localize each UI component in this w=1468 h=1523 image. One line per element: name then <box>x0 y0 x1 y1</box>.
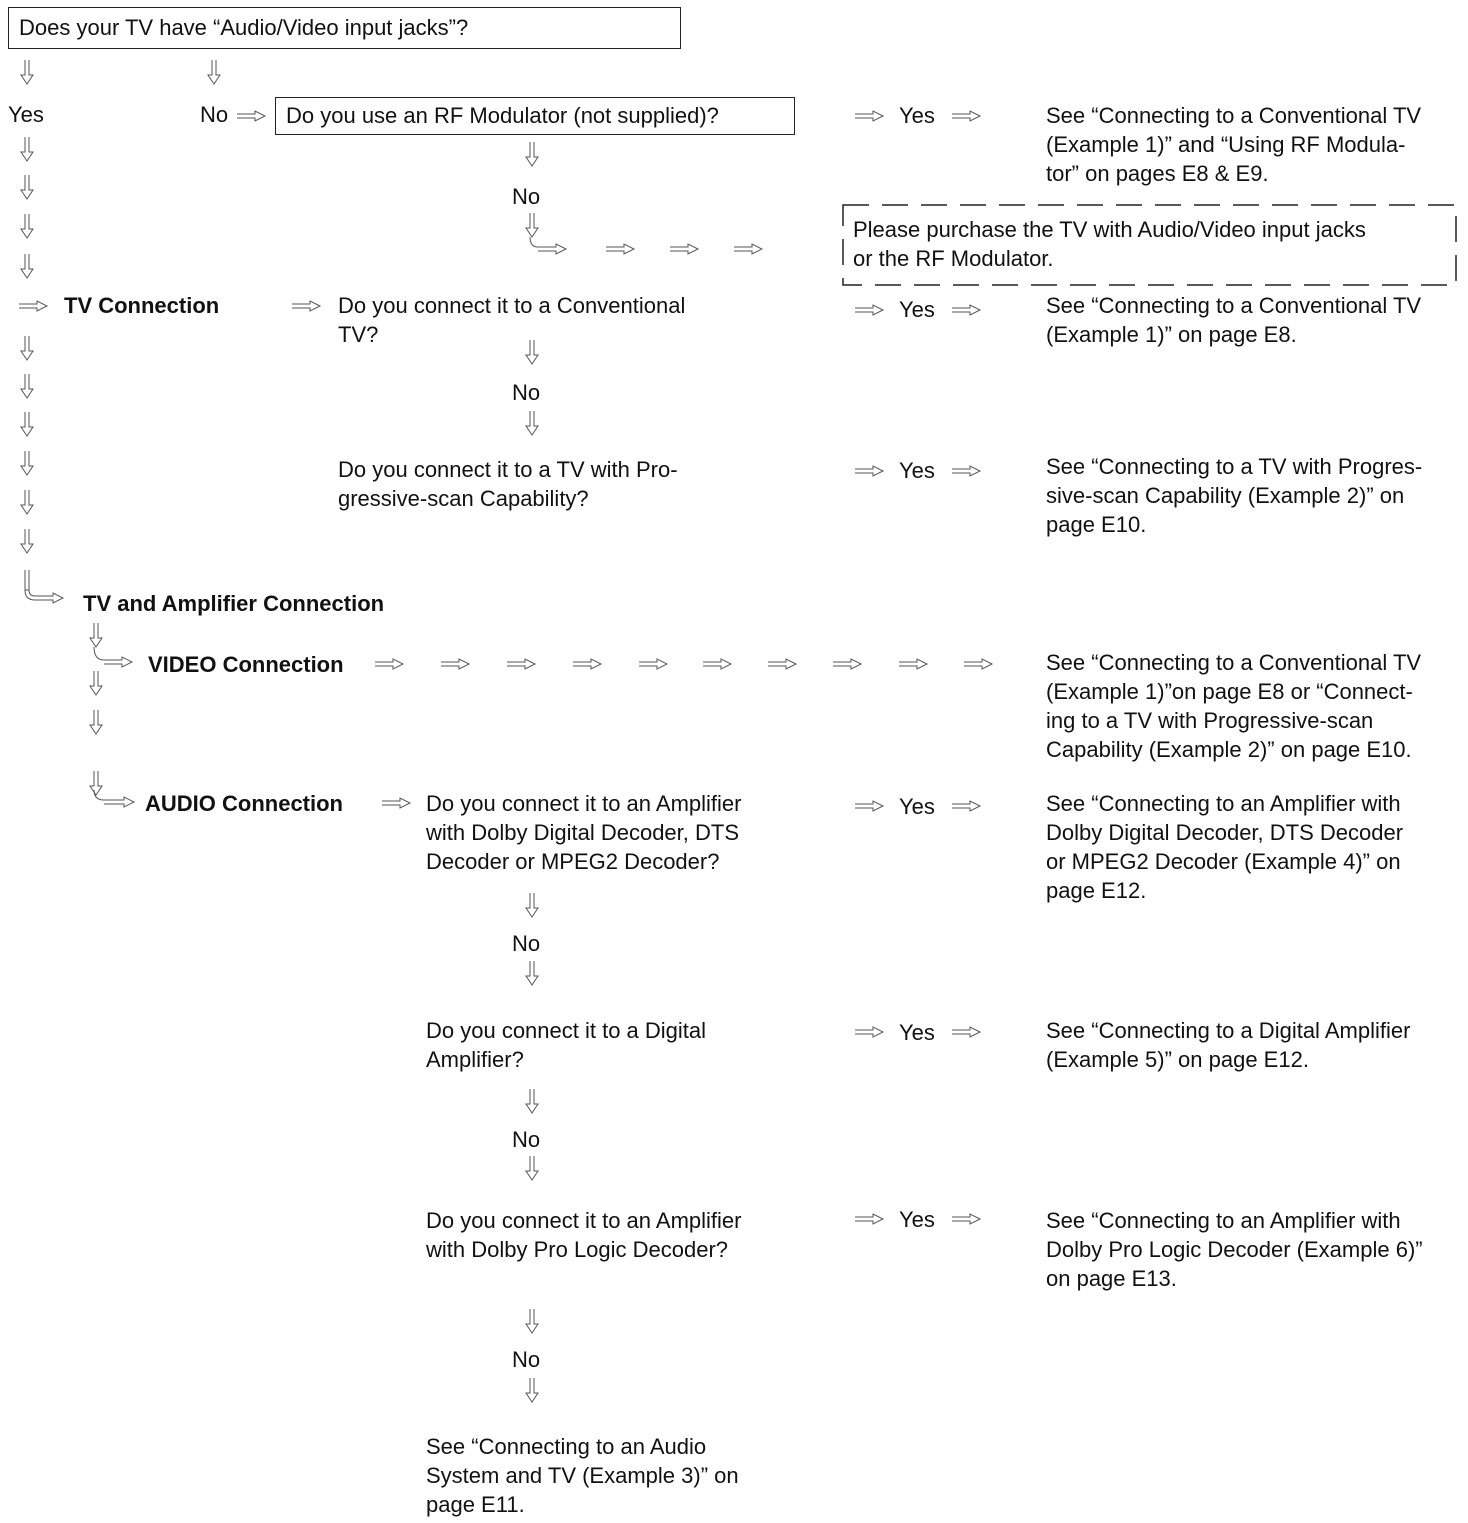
down-arrow-da-1 <box>526 1089 538 1113</box>
question-digital-amp: Do you connect it to a Digital Amplifier? <box>426 1018 707 1072</box>
right-arrow-yes-da-2 <box>952 1027 980 1037</box>
answer-pro-logic: See “Connecting to an Amplifier with Dolby Pro Logic Decoder (Example 6)” on page E13. <box>1046 1208 1423 1291</box>
tv-connection-heading: TV Connection <box>64 293 220 318</box>
bent-arrow-audio <box>90 771 134 807</box>
label-yes-conventional: Yes <box>899 297 935 322</box>
label-no-dolby-digital: No <box>512 931 541 956</box>
right-arrow-purchase-3 <box>670 244 698 254</box>
question-conventional-tv: Do you connect it to a Conventional TV? <box>338 293 686 347</box>
right-arrow-yes-rf-1 <box>855 111 883 121</box>
label-yes-rf: Yes <box>899 103 935 128</box>
answer-conventional-tv: See “Connecting to a Conventional TV (Example 1)” on page E8. <box>1046 293 1422 347</box>
down-arrow-amp-3 <box>90 710 102 734</box>
right-arrow-yes-dd-1 <box>855 801 883 811</box>
right-arrow-conventional <box>292 301 320 311</box>
label-yes-pro-logic: Yes <box>899 1207 935 1232</box>
down-arrow-pl-2 <box>526 1378 538 1402</box>
right-arrow-tv-connection <box>19 301 47 311</box>
question-dolby-digital: Do you connect it to an Amplifier with Dolby Digital Decoder, DTS Decoder or MPEG2 Decoder? <box>426 791 742 874</box>
label-yes-digital-amp: Yes <box>899 1020 935 1045</box>
down-arrow-pl-1 <box>526 1309 538 1333</box>
right-arrow-yes-da-1 <box>855 1027 883 1037</box>
right-arrows-video-row <box>375 659 992 669</box>
down-arrow-no <box>208 60 220 84</box>
video-connection-heading: VIDEO Connection <box>148 652 344 677</box>
answer-progressive-tv: See “Connecting to a TV with Progres- sive-scan Capability (Example 2)” on page E10. <box>1046 454 1423 537</box>
down-arrow-amp-1 <box>90 623 102 647</box>
label-yes-dolby-digital: Yes <box>899 794 935 819</box>
label-yes-progressive: Yes <box>899 458 935 483</box>
purchase-note: Please purchase the TV with Audio/Video input jacks or the RF Modulator. <box>853 217 1366 271</box>
label-no-main: No <box>200 102 229 127</box>
right-arrow-no-rf <box>237 111 265 121</box>
audio-connection-heading: AUDIO Connection <box>145 791 343 816</box>
right-arrow-yes-pl-1 <box>855 1214 883 1224</box>
right-arrow-purchase-4 <box>734 244 762 254</box>
down-arrow-rf-1 <box>526 142 538 166</box>
down-arrow-col1 <box>21 60 63 603</box>
answer-audio-system: See “Connecting to an Audio System and TV (Example 3)” on page E11. <box>426 1434 739 1517</box>
answer-rf-modulator: See “Connecting to a Conventional TV (Example 1)” and “Using RF Modula- tor” on pages E8 & E9. <box>1046 103 1422 186</box>
right-arrow-purchase-2 <box>606 244 634 254</box>
bent-arrow-purchase <box>526 213 566 254</box>
label-no-conventional: No <box>512 380 541 405</box>
down-arrow-conv-1 <box>526 340 538 364</box>
label-no-pro-logic: No <box>512 1347 541 1372</box>
down-arrow-dd-2 <box>526 961 538 985</box>
down-arrow-dd-1 <box>526 893 538 917</box>
down-arrow-conv-2 <box>526 411 538 435</box>
question-rf-modulator: Do you use an RF Modulator (not supplied)? <box>275 97 795 135</box>
tv-amp-connection-heading: TV and Amplifier Connection <box>83 591 385 616</box>
question-pro-logic: Do you connect it to an Amplifier with Dolby Pro Logic Decoder? <box>426 1208 742 1262</box>
right-arrow-yes-rf-2 <box>952 111 980 121</box>
right-arrow-yes-conv-1 <box>855 305 883 315</box>
down-arrow-amp-2 <box>90 671 102 695</box>
right-arrow-yes-pl-2 <box>952 1214 980 1224</box>
right-arrow-yes-prog-1 <box>855 466 883 476</box>
answer-digital-amp: See “Connecting to a Digital Amplifier (Example 5)” on page E12. <box>1046 1018 1411 1072</box>
label-no-rf: No <box>512 184 541 209</box>
question-progressive-tv: Do you connect it to a TV with Pro- gressive-scan Capability? <box>338 457 678 511</box>
answer-dolby-digital: See “Connecting to an Amplifier with Dolby Digital Decoder, DTS Decoder or MPEG2 Decoder (Example 4)” on page E12. <box>1046 791 1404 903</box>
bent-arrow-video <box>94 647 132 667</box>
label-yes-main: Yes <box>8 102 44 127</box>
answer-video-connection: See “Connecting to a Conventional TV (Example 1)”on page E8 or “Connect- ing to a TV with Progressive-scan Capability (Example 2)” on page E10. <box>1046 650 1422 762</box>
right-arrow-yes-prog-2 <box>952 466 980 476</box>
right-arrow-yes-conv-2 <box>952 305 980 315</box>
right-arrow-audio <box>382 798 410 808</box>
right-arrow-yes-dd-2 <box>952 801 980 811</box>
down-arrow-da-2 <box>526 1156 538 1180</box>
label-no-digital-amp: No <box>512 1127 541 1152</box>
question-av-jacks: Does your TV have “Audio/Video input jacks”? <box>8 7 681 49</box>
